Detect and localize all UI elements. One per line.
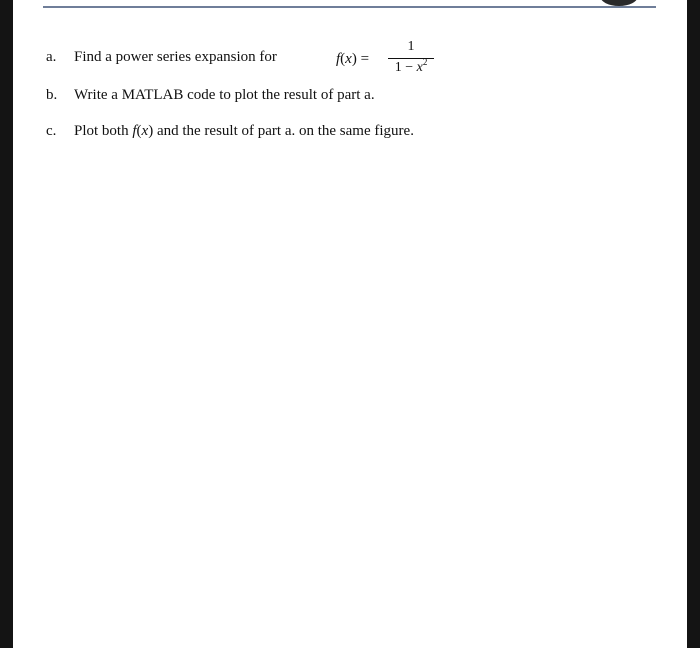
fraction-denominator <box>388 57 434 76</box>
denominator-exponent: 2 <box>422 57 428 67</box>
question-c-text-after: and the result of part a. on the same figure. <box>156 123 414 139</box>
fraction-numerator: 1 <box>407 39 415 54</box>
question-c-var: x <box>141 123 149 139</box>
question-a-marker: a. <box>46 49 57 65</box>
denominator-one: 1 <box>394 60 402 75</box>
question-a-text: Find a power series expansion for <box>74 49 277 65</box>
formula-equals: = <box>360 51 370 67</box>
question-b-text: Write a MATLAB code to plot the result of part a. <box>74 87 375 103</box>
question-c-text-before: Plot both <box>74 123 129 139</box>
formula-fraction <box>388 39 434 79</box>
formula-var: x <box>345 51 352 67</box>
formula-func: f <box>336 51 341 67</box>
question-c-text: Plot both f(x) and the result of part a. on the same figure. <box>74 123 414 139</box>
left-dark-border <box>0 0 13 648</box>
question-c-func: f <box>132 123 137 139</box>
header-rule <box>43 6 656 8</box>
question-b-marker: b. <box>46 87 58 103</box>
right-dark-border <box>687 0 700 648</box>
denominator-minus: − <box>405 60 414 75</box>
formula-lhs: f(x) = <box>336 51 370 67</box>
question-c-marker: c. <box>46 123 57 139</box>
denominator-var: x <box>416 60 423 75</box>
